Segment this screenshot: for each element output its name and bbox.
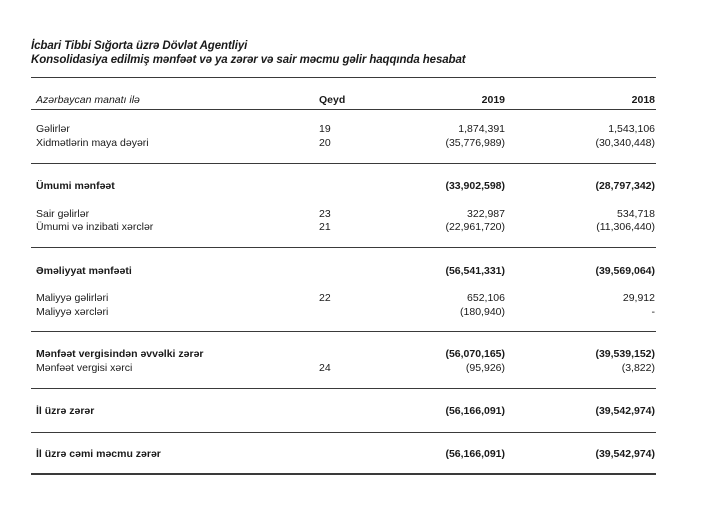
row-label: İl üzrə zərər [36, 405, 95, 417]
row-2018: (39,542,974) [595, 448, 655, 460]
row-label: Maliyyə gəlirləri [36, 292, 109, 304]
table-row [0, 122, 701, 136]
row-2018: (30,340,448) [595, 137, 655, 149]
row-note: 20 [319, 137, 331, 149]
table-row [0, 220, 701, 234]
table-row-subtotal [0, 179, 701, 193]
table-header [0, 93, 701, 107]
table-row [0, 207, 701, 221]
row-label: Xidmətlərin maya dəyəri [36, 137, 149, 149]
row-2019: (22,961,720) [445, 221, 505, 233]
row-2019: (95,926) [465, 362, 505, 374]
header-note: Qeyd [319, 94, 346, 106]
table-row [0, 305, 701, 319]
row-label: Mənfəət vergisindən əvvəlki zərər [36, 348, 204, 360]
row-note: 21 [319, 221, 331, 233]
row-label: Maliyyə xərcləri [36, 306, 109, 318]
row-2018: (28,797,342) [595, 180, 655, 192]
table-row [0, 291, 701, 305]
row-2018: (39,542,974) [595, 405, 655, 417]
table-row [0, 136, 701, 150]
section-rule [31, 432, 656, 433]
row-2018: - [651, 306, 655, 318]
row-2018: 29,912 [622, 292, 655, 304]
row-2019: 1,874,391 [458, 123, 505, 135]
row-2018: 1,543,106 [608, 123, 655, 135]
row-2019: (33,902,598) [445, 180, 505, 192]
section-rule [31, 331, 656, 332]
row-2018: (3,822) [621, 362, 655, 374]
title-rule [31, 77, 656, 78]
row-label: Mənfəət vergisi xərci [36, 362, 133, 374]
row-2019: 652,106 [467, 292, 505, 304]
report-subtitle: Konsolidasiya edilmiş mənfəət və ya zərər və sair məcmu gəlir haqqında hesabat [31, 54, 466, 66]
row-2019: 322,987 [467, 208, 505, 220]
row-2019: (56,166,091) [445, 448, 505, 460]
row-note: 23 [319, 208, 331, 220]
header-label: Azərbaycan manatı ilə [36, 94, 140, 106]
row-note: 22 [319, 292, 331, 304]
row-2019: (56,070,165) [445, 348, 505, 360]
section-rule [31, 163, 656, 164]
row-label: Sair gəlirlər [36, 208, 90, 220]
row-2018: (39,539,152) [595, 348, 655, 360]
row-2018: (39,569,064) [595, 265, 655, 277]
table-row-total [0, 404, 701, 418]
row-label: İl üzrə cəmi məcmu zərər [36, 448, 161, 460]
double-underline-rule [31, 473, 656, 475]
section-rule [31, 388, 656, 389]
report-title: İcbari Tibbi Sığorta üzrə Dövlət Agentliyi [31, 40, 248, 52]
row-label: Ümumi və inzibati xərclər [36, 221, 154, 233]
table-row-subtotal [0, 264, 701, 278]
row-2019: (56,541,331) [445, 265, 505, 277]
row-note: 24 [319, 362, 331, 374]
row-2019: (180,940) [460, 306, 505, 318]
row-label: Gəlirlər [36, 123, 70, 135]
header-2018: 2018 [631, 94, 655, 106]
table-row-subtotal [0, 347, 701, 361]
row-2018: (11,306,440) [596, 221, 655, 233]
header-rule [31, 109, 656, 110]
row-2019: (56,166,091) [445, 405, 505, 417]
header-2019: 2019 [481, 94, 505, 106]
section-rule [31, 247, 656, 248]
table-row [0, 361, 701, 375]
row-label: Əməliyyat mənfəəti [36, 265, 132, 277]
table-row-total [0, 447, 701, 461]
row-2018: 534,718 [617, 208, 655, 220]
row-label: Ümumi mənfəət [36, 180, 115, 192]
row-2019: (35,776,989) [445, 137, 505, 149]
row-note: 19 [319, 123, 331, 135]
